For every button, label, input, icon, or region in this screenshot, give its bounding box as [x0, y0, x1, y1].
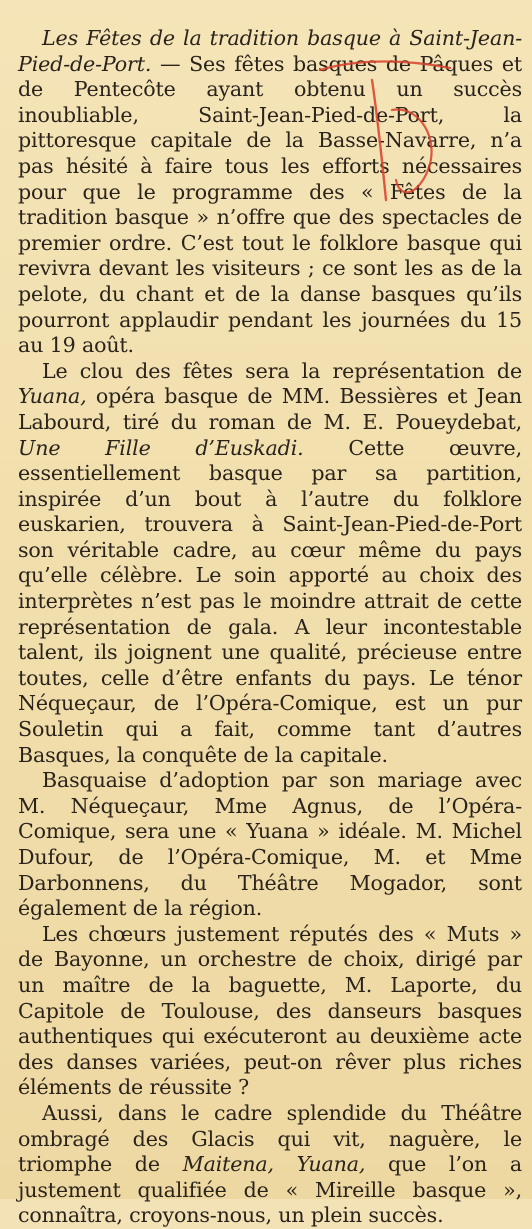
paragraph-2-text-a: Le clou des fêtes sera la représentation de	[42, 358, 522, 383]
paragraph-5-text-a: Aussi, dans le cadre splendide du Théâtre ombragé des Glacis qui vit, naguère, le triomphe de	[18, 1100, 522, 1177]
paragraph-3: Basquaise d’adoption par son mariage avec M. Néqueçaur, Mme Agnus, de l’Opéra-Comique, sera une « Yuana » idéale. M. Michel Dufour, de l’Opéra-Comique, M. et Mme Darbonnens, du Théâtre Mogador, sont également de la région.	[18, 768, 522, 921]
paragraph-5-text-b: que l’on a justement qualifiée de « Mireille basque », connaîtra, croyons-nous, un plein succès.	[18, 1152, 522, 1228]
paragraph-1-text: — Ses fêtes basques de Pâques et de Pentecôte ayant obtenu un succès inoubliable, Saint-Jean-Pied-de-Port, la pittoresque capitale de la Basse-Navarre, n’a pas hésité à faire tous les efforts nécessaires pour que le programme des « Fêtes de la tradition basque » n’offre que des spectacles de premier ordre. C’est tout le folklore basque qui revivra devant les visiteurs ; ce sont les as de la pelote, du chant et de la danse basques qu’ils pourront applaudir pendant les journées du 15 au 19 août.	[18, 51, 522, 358]
article-title: Les Fêtes de la tradition basque à Saint-Jean-Pied-de-Port.	[18, 26, 522, 76]
paragraph-5	[18, 1101, 522, 1229]
paragraph-2-text-b: opéra basque de MM. Bessières et Jean Labourd, tiré du roman de M. E. Poueydebat,	[18, 384, 522, 434]
article-column	[18, 26, 522, 1229]
paragraph-2	[18, 359, 522, 769]
opera-title: Yuana,	[18, 384, 87, 409]
novel-title: Une Fille d’Euskadi.	[18, 435, 304, 460]
paragraph-1	[18, 26, 522, 359]
paragraph-2-text-c: Cette œuvre, essentiellement basque par sa partition, inspirée d’un bout à l’autre du folklore euskarien, trouvera à Saint-Jean-Pied-de-Port son véritable cadre, au cœur même du pays qu’elle célèbre. Le soin apporté au choix des interprètes n’est pas le moindre attrait de cette représentation de gala. A leur incontestable talent, ils joignent une qualité, précieuse entre toutes, celle d’être enfants du pays. Le ténor Néqueçaur, de l’Opéra-Comique, est un pur Souletin qui a fait, comme tant d’autres Basques, la conquête de la capitale.	[18, 435, 522, 767]
paragraph-4: Les chœurs justement réputés des « Muts » de Bayonne, un orchestre de choix, dirigé par un maître de la baguette, M. Laporte, du Capitole de Toulouse, des danseurs basques authentiques qui exécuteront au deuxième acte des danses variées, peut-on rêver plus riches éléments de réussite ?	[18, 921, 522, 1100]
operas-titles: Maitena, Yuana,	[182, 1152, 366, 1177]
